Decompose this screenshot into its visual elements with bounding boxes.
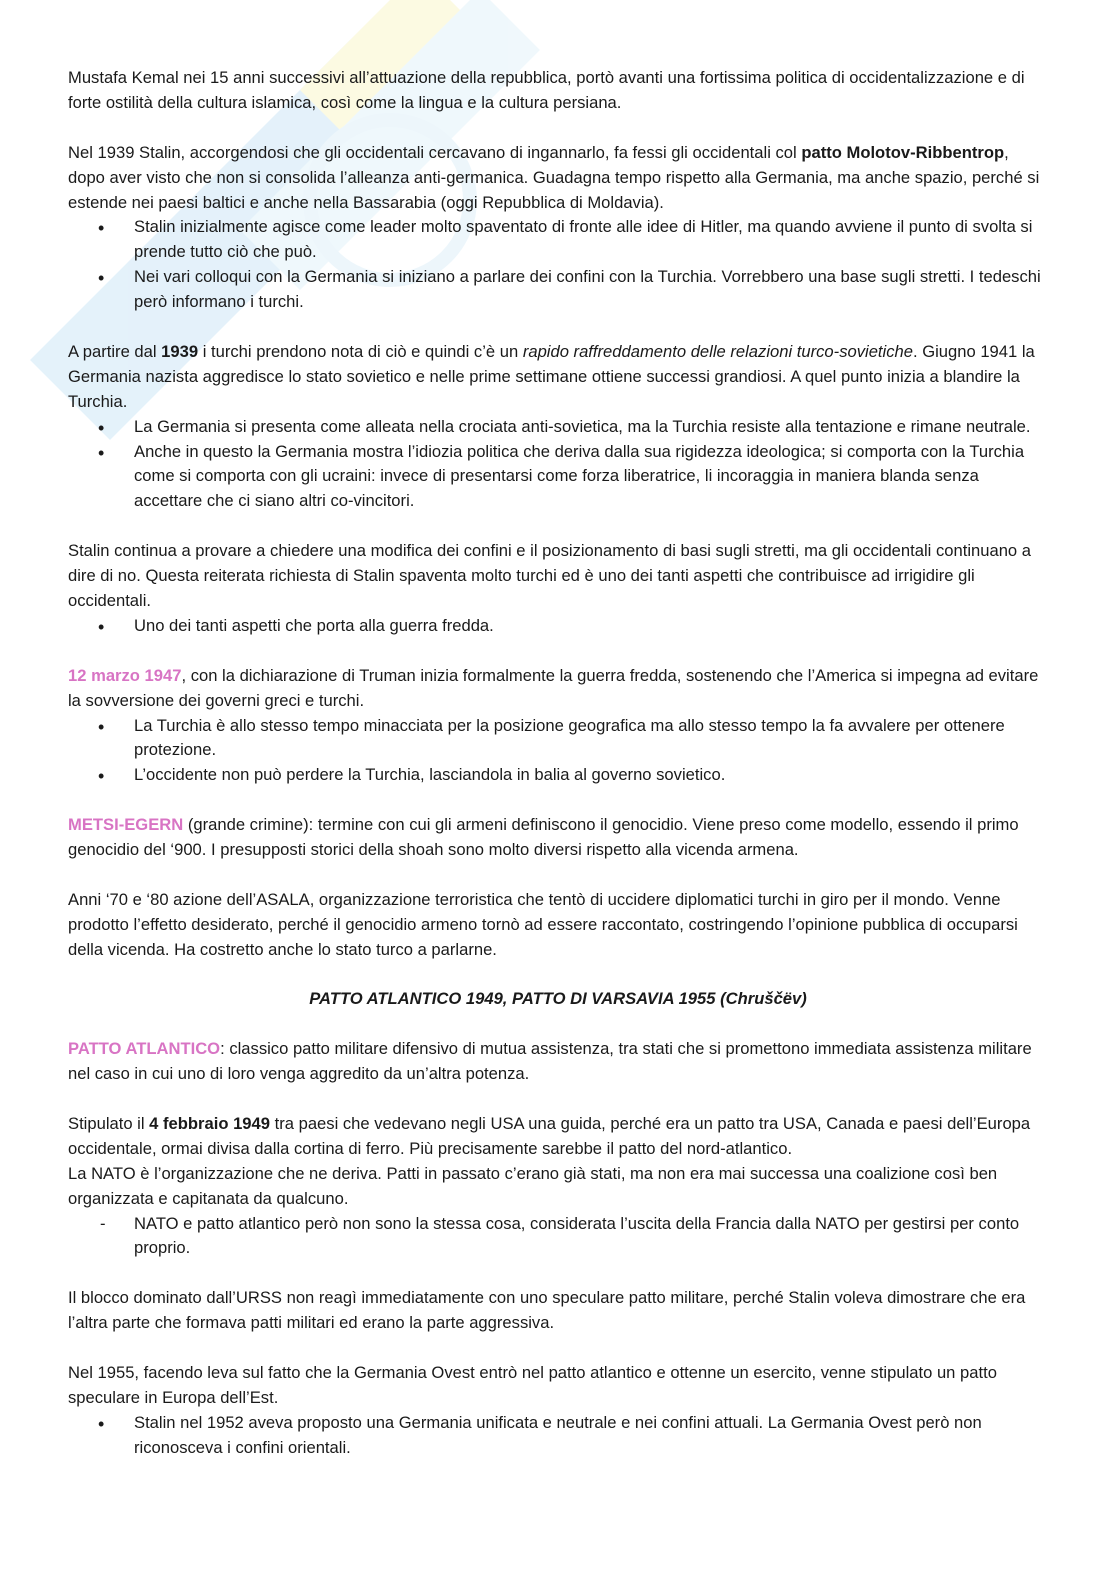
section-title: PATTO ATLANTICO 1949, PATTO DI VARSAVIA 1955 (Chruščëv) (309, 989, 807, 1009)
bullet-list-truman (68, 714, 1048, 789)
paragraph-1939: A partire dal 1939 i turchi prendono nota di ciò e quindi c’è un rapido raffreddamento delle relazioni turco-sovietiche. Giugno 1941 la Germania nazista aggredisce lo stato sovietico e nelle prime settimane ottiene successi grandiosi. A quel punto inizia a blandire la Turchia. (68, 341, 1035, 411)
paragraph-urss: Il blocco dominato dall’URSS non reagì immediatamente con uno speculare patto militare, perché Stalin voleva dimostrare che era l’altra parte che formava patti militari ed erano la parte aggressiva. (68, 1288, 1026, 1333)
dash-list-nato (68, 1212, 1048, 1262)
paragraph-truman: 12 marzo 1947, con la dichiarazione di Truman inizia formalmente la guerra fredda, sostenendo che l’America si impegna ad evitare la sovversione dei governi greci e turchi. (68, 665, 1039, 710)
list-item: • Stalin inizialmente agisce come leader molto spaventato di fronte alle idee di Hitler, ma quando avviene il punto di svolta si prende tutto ciò che può. (68, 215, 1048, 265)
bullet-list-molotov (68, 215, 1048, 315)
bullet-list-guerra-fredda (68, 614, 1048, 639)
bullet-list-1952 (68, 1411, 1048, 1461)
paragraph-stalin-confini: Stalin continua a provare a chiedere una modifica dei confini e il posizionamento di basi sugli stretti, ma gli occidentali continuano a dire di no. Questa reiterata richiesta di Stalin spaventa molto turchi ed è uno dei tanti aspetti che contribuisce ad irrigidire gli occidentali. (68, 541, 1031, 610)
list-item: • La Turchia è allo stesso tempo minacciata per la posizione geografica ma allo stesso tempo la fa avvalere per ottenere protezione. (68, 714, 1048, 764)
list-item: • L’occidente non può perdere la Turchia, lasciandola in balia al governo sovietico. (68, 763, 1048, 788)
bold-patto-molotov: patto Molotov-Ribbentrop (801, 142, 1005, 162)
paragraph-stipulato: Stipulato il 4 febbraio 1949 tra paesi che vedevano negli USA una guida, perché era un patto tra USA, Canada e paesi dell’Europa occidentale, ormai divisa dalla cortina di ferro. Più precisamente sarebbe il patto del nord-atlantico. La NATO è l’organizzazione che ne deriva. Patti in passato c’erano già stati, ma non era mai successa una coalizione così ben organizzata e capitanata da qualcuno. (68, 1113, 1031, 1208)
bullet-list-germania (68, 415, 1048, 515)
paragraph-molotov: Nel 1939 Stalin, accorgendosi che gli occidentali cercavano di ingannarlo, fa fessi gli occidentali col patto Molotov-Ribbentrop, dopo aver visto che non si consolida l’alleanza anti-germanica. Guadagna tempo rispetto alla Germania, ma anche spazio, perché si estende nei paesi baltici e anche nella Bassarabia (oggi Repubblica di Moldavia). (68, 142, 1040, 212)
document-page (68, 66, 1048, 1485)
list-item: • Stalin nel 1952 aveva proposto una Germania unificata e neutrale e nei confini attuali. La Germania Ovest però non riconosceva i confini orientali. (68, 1411, 1048, 1461)
term-highlight: PATTO ATLANTICO (68, 1039, 221, 1059)
list-item: • Nei vari colloqui con la Germania si iniziano a parlare dei confini con la Turchia. Vorrebbero una base sugli stretti. I tedeschi però informano i turchi. (68, 265, 1048, 315)
term-highlight: METSI-EGERN (68, 815, 184, 835)
italic-raffreddamento: rapido raffreddamento delle relazioni turco-sovietiche (522, 341, 913, 361)
paragraph-kemal: Mustafa Kemal nei 15 anni successivi all’attuazione della repubblica, portò avanti una fortissima politica di occidentalizzazione e di forte ostilità della cultura islamica, così come la lingua e la cultura persiana. (68, 68, 1025, 112)
bold-date: 4 febbraio 1949 (149, 1113, 270, 1133)
paragraph-asala: Anni ‘70 e ‘80 azione dell’ASALA, organizzazione terroristica che tentò di uccidere diplomatici turchi in giro per il mondo. Venne prodotto l’effetto desiderato, perché il genocidio armeno tornò ad essere raccontato, costringendo l’opinione pubblica di occuparsi della vicenda. Ha costretto anche lo stato turco a parlarne. (68, 889, 1018, 959)
list-item: • Uno dei tanti aspetti che porta alla guerra fredda. (68, 614, 1048, 639)
list-item: • La Germania si presenta come alleata nella crociata anti-sovietica, ma la Turchia resiste alla tentazione e rimane neutrale. (68, 415, 1048, 440)
paragraph-metsi-egern: METSI-EGERN (grande crimine): termine con cui gli armeni definiscono il genocidio. Viene preso come modello, essendo il primo genocidio del ‘900. I presupposti storici della shoah sono molto diversi rispetto alla vicenda armena. (68, 815, 1019, 860)
paragraph-patto-atlantico: PATTO ATLANTICO: classico patto militare difensivo di mutua assistenza, tra stati che si promettono immediata assistenza militare nel caso in cui uno di loro venga aggredito da un’altra potenza. (68, 1039, 1032, 1084)
paragraph-1955: Nel 1955, facendo leva sul fatto che la Germania Ovest entrò nel patto atlantico e ottenne un esercito, venne stipulato un patto speculare in Europa dell’Est. (68, 1362, 997, 1407)
date-highlight: 12 marzo 1947 (68, 665, 182, 685)
list-item: • Anche in questo la Germania mostra l’idiozia politica che deriva dalla sua rigidezza ideologica; si comporta con la Turchia come si comporta con gli ucraini: invece di presentarsi come forza liberatrice, li incoraggia in maniera blanda senza accettare che ci siano altri co-vincitori. (68, 440, 1048, 515)
list-item: - NATO e patto atlantico però non sono la stessa cosa, considerata l’uscita della Francia dalla NATO per gestirsi per conto proprio. (68, 1212, 1048, 1262)
